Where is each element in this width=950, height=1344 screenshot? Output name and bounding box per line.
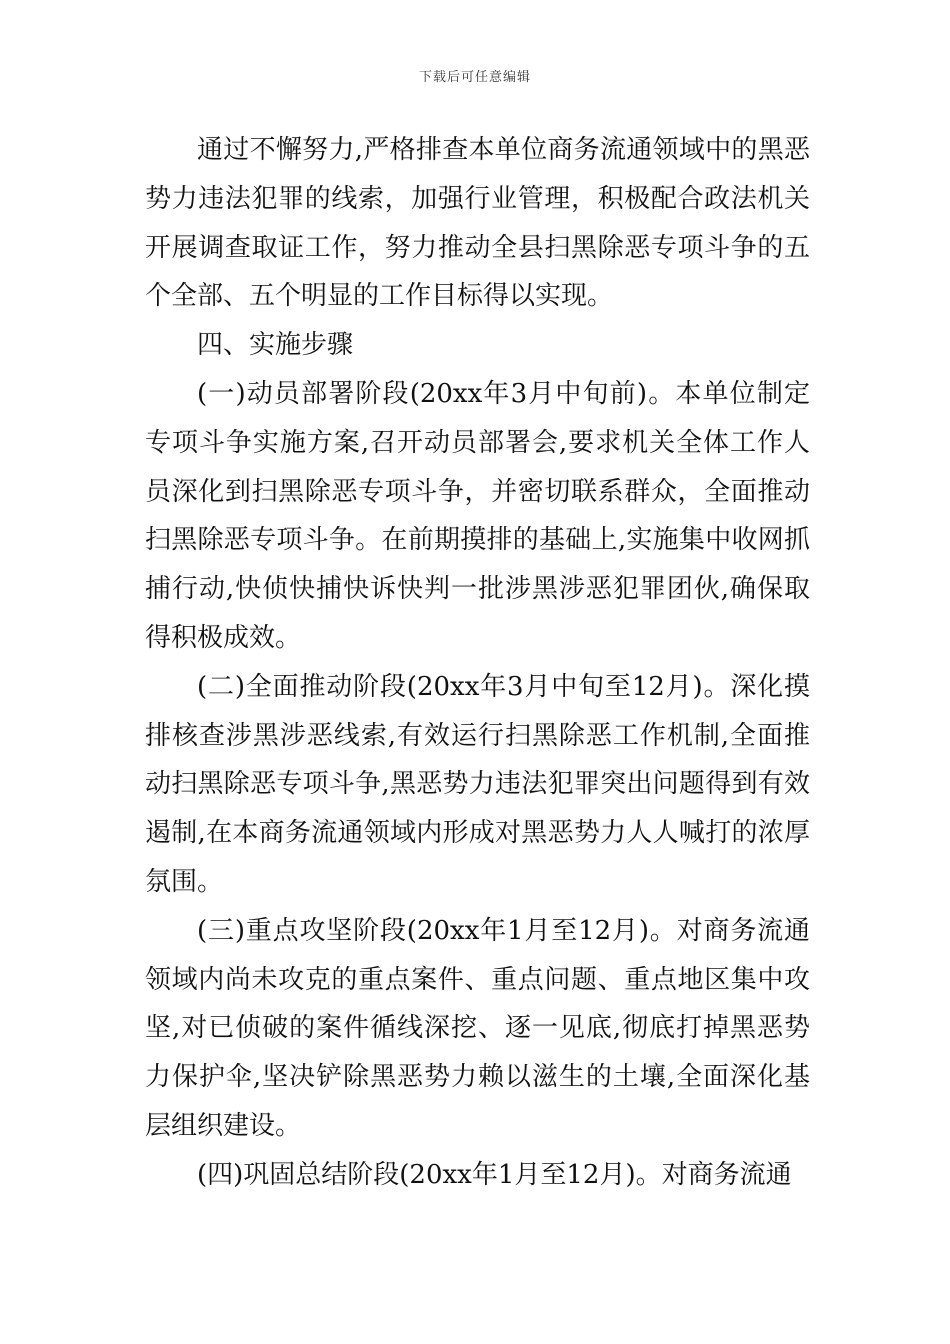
paragraph-goal: 通过不懈努力,严格排查本单位商务流通领域中的黑恶势力违法犯罪的线索，加强行业管理，积极配合政法机关开展调查取证工作，努力推动全县扫黑除恶专项斗争的五个全部、五个明显的工作目标得以实现。 bbox=[145, 135, 810, 312]
paragraph-step-4: (四)巩固总结阶段(20xx年1月至12月)。对商务流通 bbox=[197, 1159, 792, 1190]
document-body bbox=[145, 126, 810, 1200]
header-note: 下载后可任意编辑 bbox=[418, 70, 531, 85]
paragraph-step-2: (二)全面推动阶段(20xx年3月中旬至12月)。深化摸排核查涉黑涉恶线索,有效运行扫黑除恶工作机制,全面推动扫黑除恶专项斗争,黑恶势力违法犯罪突出问题得到有效遏制,在本商务流通领域内形成对黑恶势力人人喊打的浓厚氛围。 bbox=[145, 671, 810, 897]
paragraph-step-1: (一)动员部署阶段(20xx年3月中旬前)。本单位制定专项斗争实施方案,召开动员部署会,要求机关全体工作人员深化到扫黑除恶专项斗争，并密切联系群众，全面推动扫黑除恶专项斗争。在前期摸排的基础上,实施集中收网抓捕行动,快侦快捕快诉快判一批涉黑涉恶犯罪团伙,确保取得积极成效。 bbox=[145, 378, 810, 653]
paragraph-step-3: (三)重点攻坚阶段(20xx年1月至12月)。对商务流通领域内尚未攻克的重点案件、重点问题、重点地区集中攻坚,对已侦破的案件循线深挖、逐一见底,彻底打掉黑恶势力保护伞,坚决铲除黑恶势力赖以滋生的土壤,全面深化基层组织建设。 bbox=[145, 915, 810, 1141]
section-heading-steps: 四、实施步骤 bbox=[197, 330, 354, 361]
